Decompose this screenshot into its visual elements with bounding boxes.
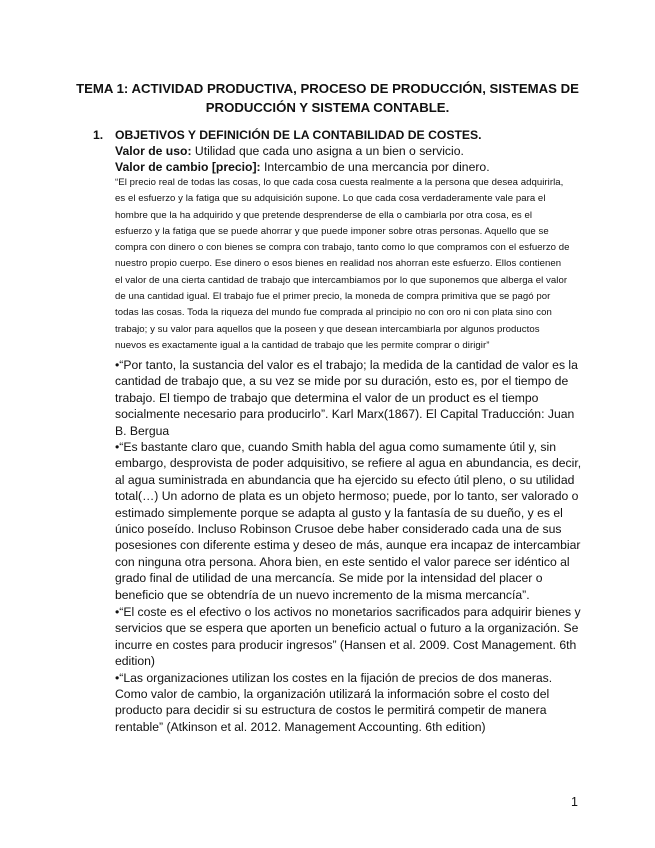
jevons-quote: •“Es bastante claro que, cuando Smith habla del agua como sumamente útil y, sin embargo, desprovista de poder adquisitivo, se refiere al agua en abundancia, es decir, al agua suministrada en abundancia que ha ejercido su efecto útil pleno, o su utilidad total(…) Un adorno de plata es un objeto hermoso; puede, por lo tanto, ser valorado o estimado simplemente porque se adapta al gusto y la fantasía de su dueño, y es el único poseído. Incluso Robinson Crusoe debe haber considerado cada una de sus posesiones con diferente estima y deseo de más, aunque era incapaz de intercambiar con ninguna otra persona. Ahora bien, en este sentido el valor parece ser idéntico al grado final de utilidad de una mercancía. Se mide por la intensidad del placer o beneficio que se obtendría de un nuevo incremento de la misma mercancía”. (115, 440, 582, 602)
section-1 (93, 127, 593, 354)
document-title (60, 79, 595, 117)
section-heading-text: OBJETIVOS Y DEFINICIÓN DE LA CONTABILIDAD DE COSTES. (115, 128, 482, 142)
quotes-group-1 (115, 357, 585, 603)
section-number: 1. (93, 128, 104, 142)
section-heading (93, 127, 593, 143)
title-line-1: TEMA 1: ACTIVIDAD PRODUCTIVA, PROCESO DE PRODUCCIÓN, SISTEMAS DE (76, 81, 579, 96)
smith-quote: “El precio real de todas las cosas, lo que cada cosa cuesta realmente a la persona que desea adquirirla, es el esfuerzo y la fatiga que su adquisición supone. Lo que cada cosa verdaderamente vale para el hombre que la ha adquirido y que pretende desprenderse de ella o cambiarla por otra cosa, es el esfuerzo y la fatiga que se puede ahorrar y que puede imponer sobre otras personas. Aquello que se compra con dinero o con bienes se compra con trabajo, tanto como lo que compramos con el esfuerzo de nuestro propio cuerpo. Ese dinero o esos bienes en realidad nos ahorran este esfuerzo. Ellos contienen el valor de una cierta cantidad de trabajo que intercambiamos por lo que suponemos que alberga el valor de una cantidad igual. El trabajo fue el primer precio, la moneda de compra primitiva que se pagó por todas las cosas. Toda la riqueza del mundo fue comprada al principio no con oro ni con plata sino con trabajo; y su valor para aquellos que la poseen y que desean intercambiarla por algunos productos nuevos es exactamente igual a la cantidad de trabajo que les permite comprar o dirigir” (115, 177, 570, 351)
value-use-text: Utilidad que cada uno asigna a un bien o servicio. (191, 144, 464, 158)
value-use-definition (115, 143, 593, 159)
title-line-2: PRODUCCIÓN Y SISTEMA CONTABLE. (205, 100, 450, 115)
value-use-label: Valor de uso: (115, 144, 192, 158)
value-exchange-definition (115, 159, 593, 175)
marx-quote: •“Por tanto, la sustancia del valor es el trabajo; la medida de la cantidad de valor es la cantidad de trabajo que, a su vez se mide por su duración, esto es, por el tiempo de trabajo. El tiempo de trabajo que determina el valor de un product es el tiempo socialmente necesario para producirlo”. Karl Marx(1867). El Capital Traducción: Juan B. Bergua (115, 358, 578, 438)
page-number: 1 (571, 795, 578, 809)
value-exchange-text: Intercambio de una mercancia por dinero. (260, 160, 490, 174)
quotes-group-2 (115, 604, 585, 735)
value-exchange-label: Valor de cambio [precio]: (115, 160, 261, 174)
hansen-quote: •“El coste es el efectivo o los activos no monetarios sacrificados para adquirir bienes y servicios que se espera que aporten un beneficio actual o futuro a la organización. Se incurre en costes para producir ingresos” (Hansen et al. 2009. Cost Management. 6th edition) (115, 605, 581, 669)
atkinson-quote: •“Las organizaciones utilizan los costes en la fijación de precios de dos maneras. Como valor de cambio, la organización utilizará la información sobre el costo del producto para decidir si su estructura de costos le permitirá competir de manera rentable” (Atkinson et al. 2012. Management Accounting. 6th edition) (115, 670, 553, 734)
